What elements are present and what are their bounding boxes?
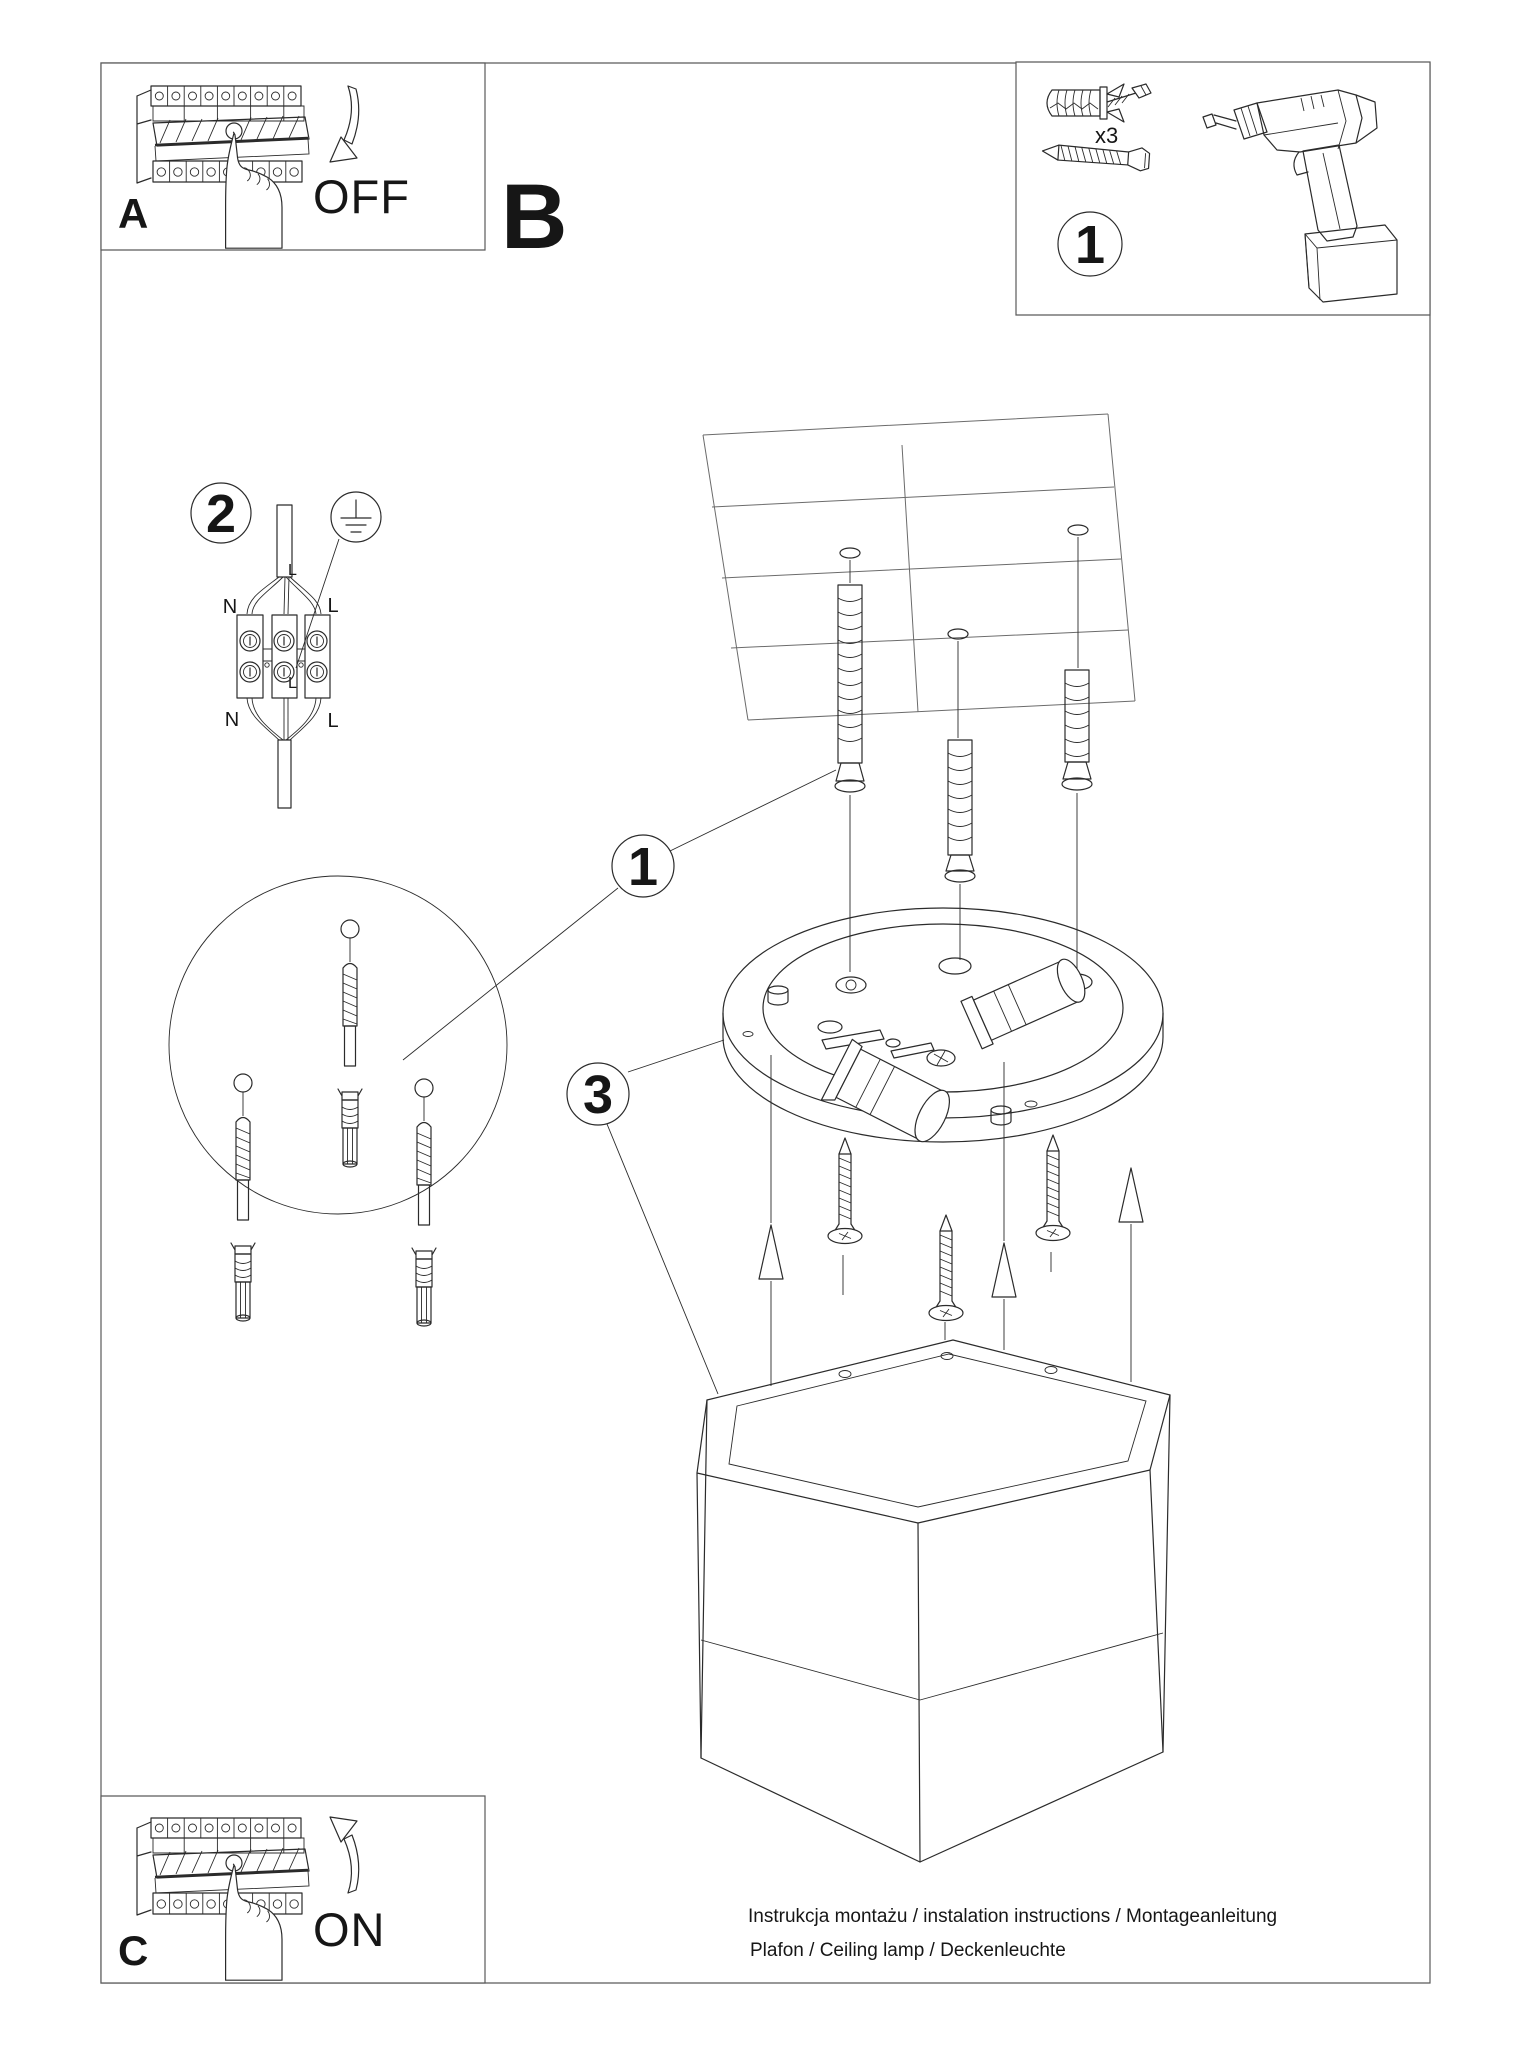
footer-line-1: Instrukcja montażu / instalation instructions / Montageanleitung [748, 1906, 1278, 1927]
plate-screw-head [927, 1050, 955, 1066]
step-a-label: A [118, 190, 149, 237]
step-a-frame [101, 63, 485, 250]
ground-wire-mark: L [288, 675, 297, 692]
label-n-bottom: N [224, 709, 240, 731]
ground-symbol-icon [331, 492, 381, 542]
step-c-label: C [118, 1927, 149, 1974]
label-n-top: N [222, 596, 238, 618]
step-b-label: B [501, 166, 568, 268]
footer-line-2: Plafon / Ceiling lamp / Deckenleuchte [750, 1940, 1066, 1961]
step-c-action: ON [313, 1903, 386, 1956]
label-l-top: L [327, 595, 339, 617]
callout-plugs-number: 1 [627, 837, 659, 897]
callout-body-number: 3 [582, 1065, 614, 1125]
cable-l-mark: L [288, 562, 297, 579]
parts-number: 1 [1074, 215, 1106, 275]
label-l-bottom: L [327, 710, 339, 732]
plug-quantity: x3 [1095, 123, 1119, 148]
step-a-action: OFF [313, 170, 410, 223]
wiring-number: 2 [205, 484, 237, 544]
